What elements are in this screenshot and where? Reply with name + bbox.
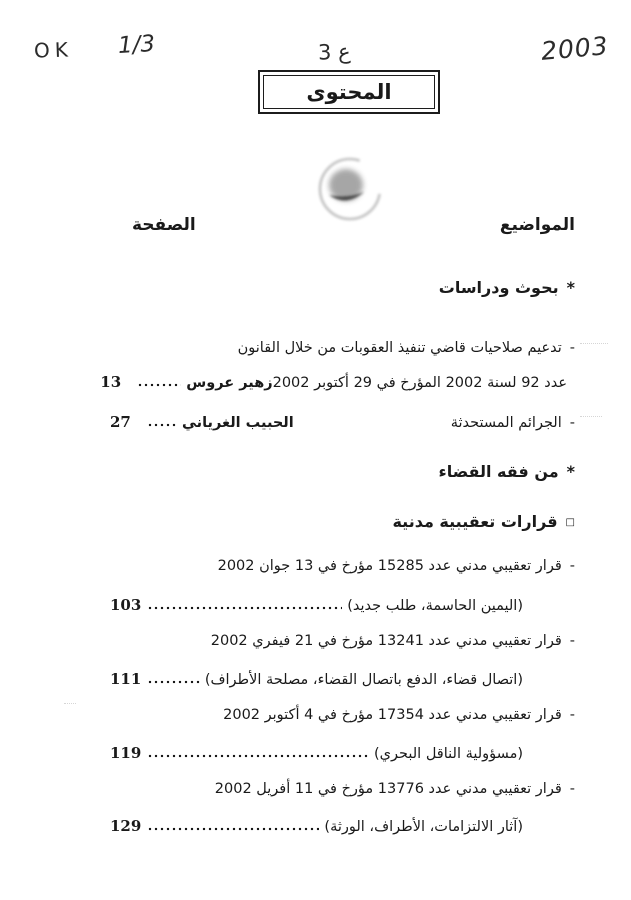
author-name: زهير عروس (186, 375, 273, 391)
entry-title-text: قرار تعقيبي مدني عدد 17354 مؤرخ في 4 أكتوبر 2002 (223, 707, 562, 723)
author-name: الحبيب الغرياني (182, 415, 294, 431)
entry-title-text: الجرائم المستحدثة (450, 415, 562, 431)
subsection-heading-civil-cassation (110, 512, 575, 534)
handwritten-year: 2003 (539, 31, 610, 66)
asterisk-marker: * (566, 462, 575, 481)
topics-column-header: المواضيع (499, 215, 575, 235)
toc-entry-line (110, 595, 575, 615)
asterisk-marker: * (566, 278, 575, 297)
title-box (258, 70, 440, 114)
dash-marker: - (569, 781, 575, 797)
toc-entry-line (110, 631, 575, 651)
handwritten-issue-number: ع 3 (317, 39, 352, 65)
entry-title-text: قرار تعقيبي مدني عدد 15285 مؤرخ في 13 جوان 2002 (217, 558, 562, 574)
dot-leader (147, 423, 177, 427)
dot-leader (147, 680, 200, 684)
page-title: المحتوى (306, 80, 392, 104)
scan-artifact (580, 416, 602, 417)
entry-detail-text: (اليمين الحاسمة، طلب جديد) (347, 598, 523, 614)
dot-leader (137, 383, 181, 387)
subsection-heading-text: قرارات تعقيبية مدنية (392, 512, 558, 531)
entry-detail-text: (مسؤولية الناقل البحري) (374, 746, 523, 762)
scan-artifact (64, 703, 76, 704)
toc-content (100, 215, 575, 836)
section-heading-research (110, 278, 575, 300)
toc-entry-line (110, 816, 575, 836)
entry-detail-text: عدد 92 لسنة 2002 المؤرخ في 29 أكتوبر 2002 (272, 375, 567, 391)
toc-entry-line (100, 372, 575, 392)
page-number: 13 (100, 373, 122, 391)
square-bullet-marker: □ (565, 517, 575, 528)
toc-entry-line (110, 412, 575, 432)
dash-marker: - (569, 340, 575, 356)
entry-title-text: قرار تعقيبي مدني عدد 13776 مؤرخ في 11 أفريل 2002 (214, 781, 562, 797)
section-heading-jurisprudence (110, 462, 575, 484)
dash-marker: - (569, 633, 575, 649)
entry-detail-text: (آثار الالتزامات، الأطراف، الورثة) (324, 819, 523, 835)
page-number: 129 (110, 817, 142, 835)
entry-title-text: قرار تعقيبي مدني عدد 13241 مؤرخ في 21 فيفري 2002 (210, 633, 562, 649)
handwritten-fraction-mark: 1/3 (117, 31, 156, 59)
toc-entry-line (110, 705, 575, 725)
handwritten-ok-mark: OK (33, 37, 74, 63)
toc-entry-line (110, 669, 575, 689)
page-number: 103 (110, 596, 142, 614)
dash-marker: - (569, 707, 575, 723)
entry-detail-text: (اتصال قضاء، الدفع باتصال القضاء، مصلحة الأطراف) (204, 672, 523, 688)
column-headers-row (110, 215, 575, 241)
page-number: 119 (110, 744, 142, 762)
title-box-inner-border (263, 75, 435, 109)
section-heading-text: بحوث ودراسات (438, 278, 559, 297)
entry-title-text: تدعيم صلاحيات قاضي تنفيذ العقوبات من خلال القانون (237, 340, 562, 356)
dot-leader (147, 827, 319, 831)
dash-marker: - (569, 558, 575, 574)
page-number: 27 (110, 413, 131, 431)
toc-entry-line (110, 338, 575, 358)
toc-entry-line (110, 779, 575, 799)
section-heading-text: من فقه القضاء (438, 462, 559, 481)
scan-artifact (580, 343, 608, 344)
toc-entry-line (110, 743, 575, 763)
page-number: 111 (110, 670, 142, 688)
dash-marker: - (569, 415, 575, 431)
toc-entry-line (110, 556, 575, 576)
dot-leader (147, 606, 342, 610)
page-column-header: الصفحة (132, 215, 196, 235)
dot-leader (147, 754, 369, 758)
